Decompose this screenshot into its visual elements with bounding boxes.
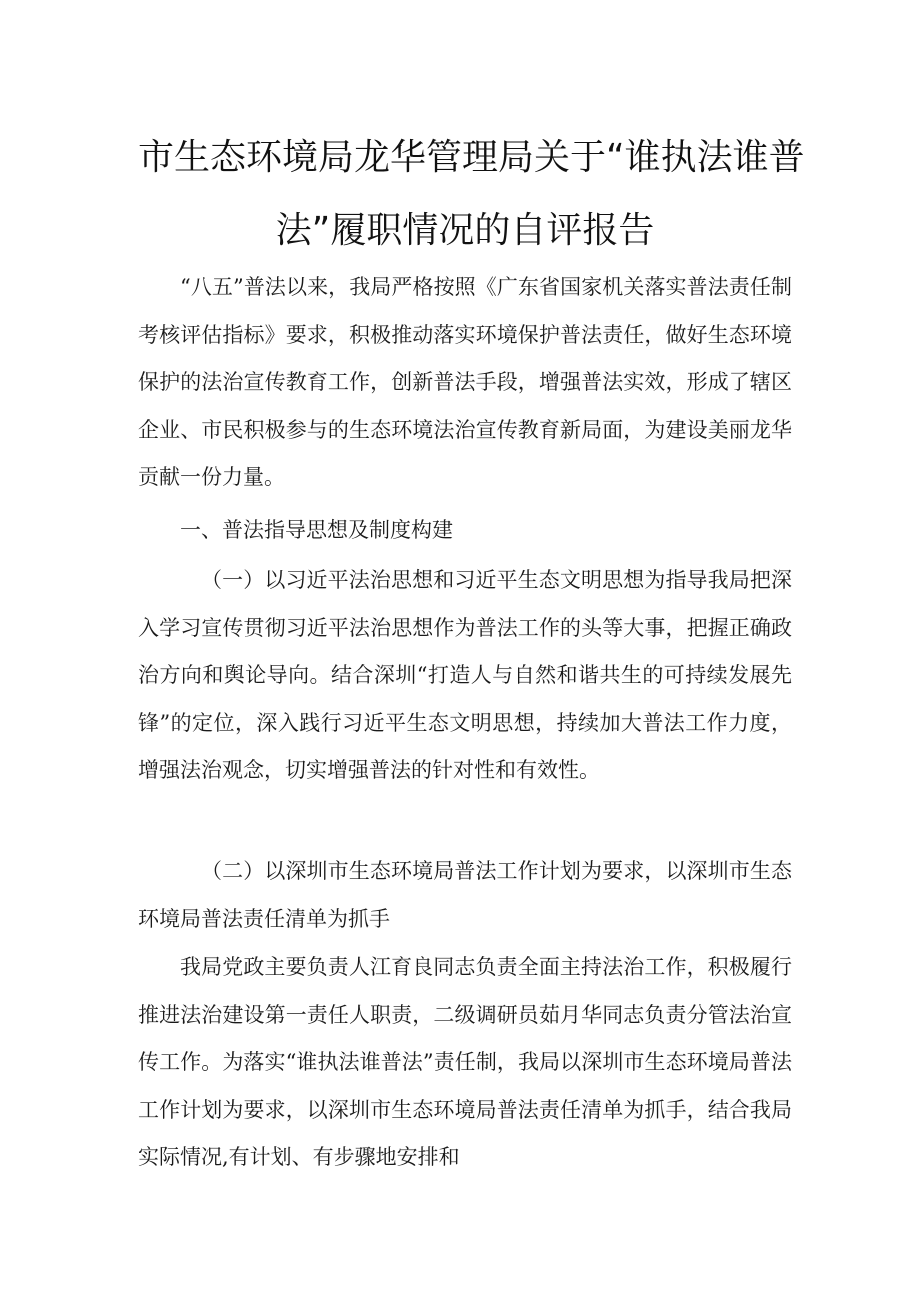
document-title-line-1: 市生态环境局龙华管理局关于“谁执法谁普 (138, 137, 805, 178)
paragraph-responsibility: 我局党政主要负责人江育良同志负责全面主持法治工作，积极履行推进法治建设第一责任人职责，二级调研员茹月华同志负责分管法治宣传工作。为落实“谁执法谁普法”责任制，我局以深圳市生态环境局普法工作计划为要求，以深圳市生态环境局普法责任清单为抓手，结合我局实际情况,有计划、有步骤地安排和 (138, 955, 792, 1170)
paragraph-subsection-2-heading: （二）以深圳市生态环境局普法工作计划为要求，以深圳市生态环境局普法责任清单为抓手 (138, 859, 792, 931)
section-heading-1: 一、普法指导思想及制度构建 (180, 518, 453, 542)
paragraph-subsection-1: （一）以习近平法治思想和习近平生态文明思想为指导我局把深入学习宣传贯彻习近平法治思想作为普法工作的头等大事，把握正确政治方向和舆论导向。结合深圳“打造人与自然和谐共生的可持续发展先锋”的定位，深入践行习近平生态文明思想，持续加大普法工作力度，增强法治观念，切实增强普法的针对性和有效性。 (138, 568, 792, 783)
document-title-line-2: 法”履职情况的自评报告 (275, 210, 655, 251)
paragraph-intro: “八五”普法以来，我局严格按照《广东省国家机关落实普法责任制考核评估指标》要求，积极推动落实环境保护普法责任，做好生态环境保护的法治宣传教育工作，创新普法手段，增强普法实效，形成了辖区企业、市民积极参与的生态环境法治宣传教育新局面，为建设美丽龙华贡献一份力量。 (138, 275, 792, 490)
